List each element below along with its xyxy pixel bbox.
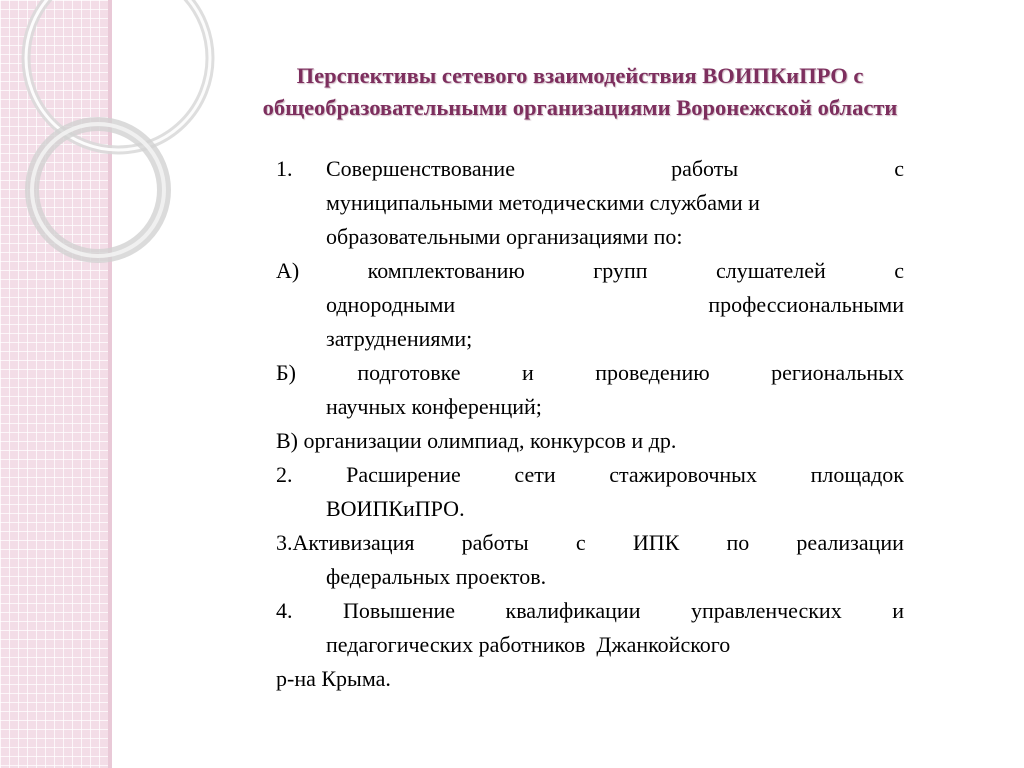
list-item-b	[276, 356, 904, 424]
list-item-b-word-2: и	[521, 360, 534, 385]
list-item-a-word-5: однородными	[326, 292, 456, 317]
list-item-4-number: 4.	[276, 598, 293, 623]
list-item-4-word-2: квалификации	[505, 598, 641, 623]
list-item-b-word-3: проведению	[595, 360, 710, 385]
list-item-3-word-3: с	[575, 530, 586, 555]
list-item-3	[276, 526, 904, 594]
list-item-b-line-2: научных конференций;	[326, 394, 542, 419]
list-item-a-marker: А)	[276, 258, 300, 283]
list-item-c-line-1: В) организации олимпиад, конкурсов и др.	[276, 428, 677, 453]
list-item-3-word-2: работы	[461, 530, 529, 555]
list-item-a-line-3: затруднениями;	[326, 326, 473, 351]
list-item-4	[276, 594, 904, 696]
list-item-1	[276, 152, 904, 254]
list-item-1-line-1	[276, 152, 904, 186]
list-item-a-word-1: комплектованию	[367, 258, 525, 283]
list-item-b-marker: Б)	[276, 360, 296, 385]
list-item-2-line-2: ВОИПКиПРО.	[326, 496, 465, 521]
list-item-a-word-2: групп	[593, 258, 648, 283]
list-item-2-word-4: площадок	[810, 462, 904, 487]
list-item-2-word-2: сети	[514, 462, 556, 487]
list-item-4-word-1: Повышение	[342, 598, 456, 623]
list-item-3-word-5: по	[726, 530, 750, 555]
list-item-a	[276, 254, 904, 356]
list-item-3-word-1: 3.Активизация	[276, 530, 415, 555]
list-item-4-line-2: педагогических работников Джанкойского	[326, 632, 731, 657]
list-item-a-word-4: с	[894, 258, 904, 283]
list-item-4-line-1	[276, 594, 904, 628]
slide-title-line-1: Перспективы сетевого взаимодействия ВОИПКиПРО с	[296, 63, 864, 88]
slide-body	[276, 152, 904, 696]
list-item-3-line-2: федеральных проектов.	[326, 564, 547, 589]
list-item-a-line-1	[276, 254, 904, 288]
list-item-4-word-3: управленческих	[690, 598, 842, 623]
list-item-c	[276, 424, 904, 458]
list-item-b-word-4: региональных	[771, 360, 904, 385]
slide-title	[160, 60, 1000, 124]
list-item-3-word-4: ИПК	[632, 530, 680, 555]
list-item-3-word-6: реализации	[796, 530, 904, 555]
list-item-1-line-2: муниципальными методическими службами и	[326, 190, 760, 215]
list-item-a-line-2	[276, 288, 904, 322]
list-item-2-line-1	[276, 458, 904, 492]
list-item-3-line-1	[276, 526, 904, 560]
list-item-1-line-3: образовательными организациями по:	[326, 224, 683, 249]
list-item-4-line-3: р-на Крыма.	[276, 666, 391, 691]
list-item-b-line-1	[276, 356, 904, 390]
list-item-2-word-1: Расширение	[346, 462, 461, 487]
list-item-2-word-3: стажировочных	[609, 462, 757, 487]
list-item-b-word-1: подготовке	[357, 360, 461, 385]
list-item-1-word-1: Совершенствование	[326, 156, 515, 181]
list-item-2-number: 2.	[276, 462, 293, 487]
list-item-1-number: 1.	[276, 156, 293, 181]
list-item-1-word-2: работы	[671, 156, 739, 181]
list-item-a-word-6: профессиональными	[708, 292, 904, 317]
list-item-a-word-3: слушателей	[715, 258, 826, 283]
list-item-4-word-4: и	[892, 598, 904, 623]
list-item-1-word-3: с	[894, 156, 904, 181]
slide-title-line-2: общеобразовательными организациями Воронежской области	[262, 95, 898, 120]
list-item-2	[276, 458, 904, 526]
